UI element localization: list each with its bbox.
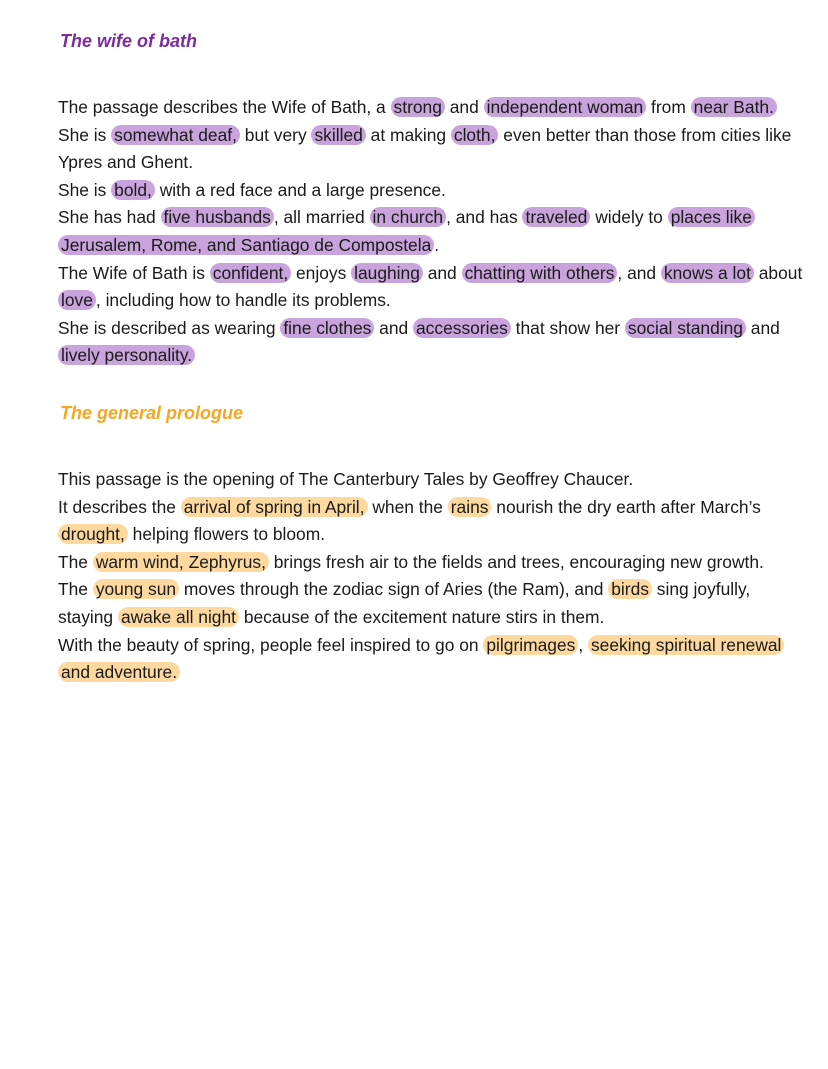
summary-sentence: [58, 632, 808, 687]
highlighted-phrase: cloth,: [451, 125, 499, 145]
text-run: , all married: [273, 207, 370, 228]
text-run: but very: [239, 124, 312, 145]
summary-sentence: [58, 576, 808, 631]
text-run: The Wife of Bath is: [58, 262, 210, 283]
text-run: and: [374, 317, 414, 338]
section-heading: The wife of bath: [60, 31, 197, 51]
highlighted-phrase: knows a lot: [661, 263, 754, 283]
summary-sentence: [58, 204, 808, 259]
text-run: brings fresh air to the fields and trees, encouraging new growth.: [268, 551, 764, 572]
highlighted-phrase: in church: [370, 207, 447, 227]
text-run: because of the excitement nature stirs in them.: [238, 606, 605, 627]
highlighted-phrase: accessories: [413, 318, 511, 338]
highlighted-phrase: skilled: [311, 125, 365, 145]
text-run: ,: [578, 634, 588, 655]
text-run: The: [58, 551, 93, 572]
highlighted-phrase: warm wind, Zephyrus,: [93, 552, 269, 572]
highlighted-phrase: social standing: [625, 318, 746, 338]
section-orange: [58, 400, 808, 687]
text-run: The passage describes the Wife of Bath, a: [58, 97, 391, 117]
text-run: enjoys: [291, 262, 352, 283]
text-run: at making: [365, 124, 451, 145]
text-run: With the beauty of spring, people feel inspired to go on: [58, 634, 484, 655]
text-run: , and has: [446, 207, 523, 228]
highlighted-phrase: bold,: [111, 180, 155, 200]
text-run: sing joyfully, staying: [58, 579, 751, 627]
text-run: and: [745, 317, 780, 338]
text-run: and: [444, 97, 484, 117]
section-body: [58, 94, 808, 370]
text-run: that show her: [510, 317, 625, 338]
text-run: , including how to handle its problems.: [95, 290, 391, 311]
text-run: widely to: [590, 207, 668, 228]
summary-sentence: [58, 494, 808, 549]
highlighted-phrase: places like Jerusalem, Rome, and Santiago de Compostela: [58, 207, 755, 255]
highlighted-phrase: love: [58, 290, 96, 310]
highlighted-phrase: strong: [391, 97, 445, 117]
highlighted-phrase: seeking spiritual renewal and adventure.: [58, 635, 784, 683]
highlighted-phrase: drought,: [58, 524, 128, 544]
summary-sentence: [58, 122, 808, 177]
section-body: [58, 466, 808, 687]
summary-sentence: [58, 466, 808, 494]
highlighted-phrase: confident,: [210, 263, 291, 283]
text-run: She is described as wearing: [58, 317, 281, 338]
text-run: nourish the dry earth after March’s: [491, 496, 761, 517]
highlighted-phrase: traveled: [522, 207, 590, 227]
summary-sentence: [58, 315, 808, 370]
summary-sentence: [58, 549, 808, 577]
highlighted-phrase: somewhat deaf,: [111, 125, 240, 145]
text-run: and: [422, 262, 462, 283]
text-run: even better than those from cities like Ypres and Ghent.: [58, 124, 792, 173]
highlighted-phrase: pilgrimages: [483, 635, 578, 655]
text-run: She has had: [58, 207, 161, 228]
highlighted-phrase: lively personality.: [58, 345, 195, 365]
highlighted-phrase: chatting with others: [462, 263, 618, 283]
text-run: , and: [617, 262, 661, 283]
text-run: moves through the zodiac sign of Aries (the Ram), and: [179, 579, 609, 600]
text-run: The: [58, 579, 93, 600]
highlighted-phrase: rains: [448, 497, 492, 517]
text-run: This passage is the opening of The Canterbury Tales by Geoffrey Chaucer.: [58, 468, 634, 489]
summary-sentence: [58, 94, 808, 122]
text-run: with a red face and a large presence.: [154, 179, 446, 200]
highlighted-phrase: laughing: [351, 263, 423, 283]
text-run: helping flowers to bloom.: [127, 524, 326, 545]
text-run: It describes the: [58, 496, 181, 517]
highlighted-phrase: five husbands: [161, 207, 274, 227]
highlighted-phrase: independent woman: [484, 97, 647, 117]
highlighted-phrase: birds: [608, 579, 652, 599]
section-purple: [58, 28, 808, 370]
text-run: about: [753, 262, 803, 283]
highlighted-phrase: awake all night: [118, 607, 239, 627]
summary-sentence: [58, 260, 808, 315]
highlighted-phrase: near Bath.: [691, 97, 777, 117]
highlighted-phrase: fine clothes: [280, 318, 374, 338]
highlighted-phrase: young sun: [93, 579, 179, 599]
text-run: when the: [367, 496, 448, 517]
text-run: She is: [58, 124, 112, 145]
summary-sentence: [58, 177, 808, 205]
text-run: .: [434, 234, 440, 255]
section-heading: The general prologue: [60, 402, 244, 423]
text-run: from: [646, 97, 691, 117]
highlighted-phrase: arrival of spring in April,: [181, 497, 368, 517]
text-run: She is: [58, 179, 112, 200]
